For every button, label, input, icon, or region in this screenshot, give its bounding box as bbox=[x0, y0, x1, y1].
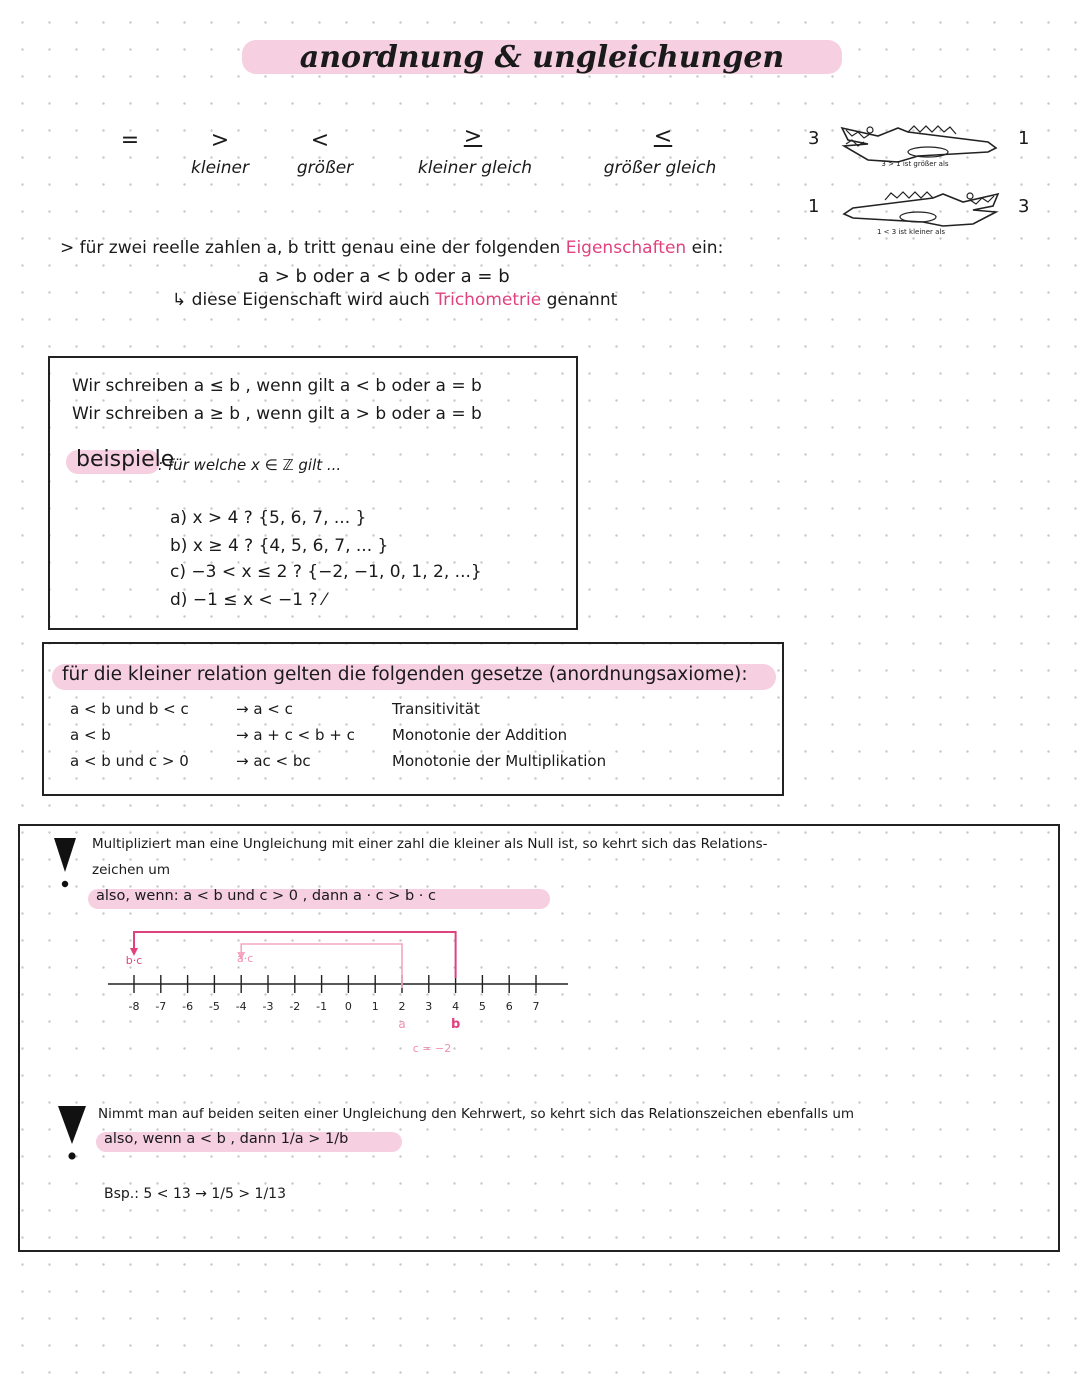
number-line-tick-label: -6 bbox=[182, 1000, 194, 1013]
number-line-tick-label: 6 bbox=[505, 1000, 513, 1013]
example-c: c) −3 < x ≤ 2 ? {−2, −1, 0, 1, 2, ...} bbox=[170, 562, 482, 582]
example-a: a) x > 4 ? {5, 6, 7, ... } bbox=[170, 508, 367, 528]
intro-line-3 bbox=[172, 290, 617, 310]
croc-bottom-left-number: 1 bbox=[808, 196, 820, 217]
definition-ge: Wir schreiben a ≥ b , wenn gilt a > b oder a = b bbox=[72, 404, 482, 424]
crocodile-top-illustration bbox=[838, 118, 1003, 180]
label-a: a bbox=[398, 1017, 406, 1031]
axiom-3-result: → ac < bc bbox=[236, 752, 311, 770]
beispiele-question: : für welche x ∈ ℤ gilt ... bbox=[158, 456, 342, 474]
axiom-3-name: Monotonie der Multiplikation bbox=[392, 752, 607, 770]
symbol-equals: = bbox=[120, 128, 140, 153]
intro-keyword-eigenschaften: Eigenschaften bbox=[565, 238, 687, 258]
note-1-highlight-text: also, wenn: a < b und c > 0 , dann a · c > b · c bbox=[96, 888, 436, 904]
example-b: b) x ≥ 4 ? {4, 5, 6, 7, ... } bbox=[170, 536, 389, 556]
number-line-tick-label: -2 bbox=[289, 1000, 301, 1013]
axiom-1-name: Transitivität bbox=[392, 700, 480, 718]
axiom-2-premise: a < b bbox=[70, 726, 111, 744]
axiom-2-name: Monotonie der Addition bbox=[392, 726, 568, 744]
note-2-highlight-text: also, wenn a < b , dann 1/a > 1/b bbox=[104, 1131, 349, 1147]
axiom-2-result: → a + c < b + c bbox=[236, 726, 355, 744]
number-line-tick-label: 2 bbox=[398, 1000, 406, 1013]
warning-icon-2 bbox=[56, 1104, 88, 1162]
number-line-tick-label: -7 bbox=[155, 1000, 167, 1013]
croc-bottom-right-number: 3 bbox=[1018, 196, 1030, 217]
warning-icon-1 bbox=[52, 836, 78, 890]
number-line bbox=[100, 922, 580, 1062]
axiom-3-premise: a < b und c > 0 bbox=[70, 752, 189, 770]
number-line-tick-label: 0 bbox=[344, 1000, 352, 1013]
number-line-tick-label: 4 bbox=[452, 1000, 460, 1013]
label-b: b bbox=[450, 1017, 461, 1032]
croc-top-right-number: 1 bbox=[1018, 128, 1030, 149]
note-2-example: Bsp.: 5 < 13 → 1/5 > 1/13 bbox=[104, 1186, 286, 1202]
intro-line-3-end: genannt bbox=[541, 290, 618, 310]
label-bc: b·c bbox=[125, 954, 143, 967]
note-1-line-1: Multipliziert man eine Ungleichung mit einer zahl die kleiner als Null ist, so kehrt sich das Relations- bbox=[92, 836, 768, 852]
croc-top-caption: 3 > 1 ist größer als bbox=[881, 160, 949, 168]
number-line-tick-label: 5 bbox=[478, 1000, 486, 1013]
label-c: c = −2 bbox=[412, 1042, 452, 1055]
crocodile-bottom-illustration bbox=[838, 184, 1003, 234]
number-line-tick-label: 3 bbox=[425, 1000, 433, 1013]
intro-line-1-end: ein: bbox=[686, 238, 724, 258]
example-d: d) −1 ≤ x < −1 ? ⁄ bbox=[170, 590, 326, 610]
symbol-label-kleiner-gleich: kleiner gleich bbox=[417, 158, 533, 178]
symbol-less: < bbox=[310, 128, 330, 153]
beispiele-heading: beispiele bbox=[76, 447, 175, 472]
number-line-tick-label: -8 bbox=[128, 1000, 140, 1013]
number-line-tick-label: 7 bbox=[532, 1000, 540, 1013]
number-line-tick-label: -1 bbox=[316, 1000, 328, 1013]
note-2-line-1: Nimmt man auf beiden seiten einer Ungleichung den Kehrwert, so kehrt sich das Relationszeichen ebenfalls um bbox=[98, 1106, 855, 1122]
croc-bottom-caption: 1 < 3 ist kleiner als bbox=[877, 228, 945, 236]
axioms-heading: für die kleiner relation gelten die folgenden gesetze (anordnungsaxiome): bbox=[62, 664, 748, 685]
note-1-line-2: zeichen um bbox=[92, 862, 170, 878]
intro-line-3-text: ↳ diese Eigenschaft wird auch bbox=[172, 290, 436, 310]
number-line-tick-label: 1 bbox=[371, 1000, 379, 1013]
definitions-box bbox=[48, 356, 578, 630]
definition-le: Wir schreiben a ≤ b , wenn gilt a < b oder a = b bbox=[72, 376, 482, 396]
page-title: anordnung & ungleichungen bbox=[299, 40, 785, 75]
number-line-tick-label: -4 bbox=[235, 1000, 247, 1013]
bracket-b-to-bc bbox=[134, 932, 456, 978]
intro-keyword-trichometrie: Trichometrie bbox=[435, 290, 542, 310]
symbol-less-equal: < bbox=[653, 124, 673, 149]
symbol-greater-equal: > bbox=[463, 124, 483, 149]
label-ac: a·c bbox=[237, 952, 254, 965]
number-line-tick-label: -5 bbox=[208, 1000, 220, 1013]
intro-line-1 bbox=[60, 238, 723, 258]
axiom-1-result: → a < c bbox=[236, 700, 293, 718]
intro-line-1-text: > für zwei reelle zahlen a, b tritt genau eine der folgenden bbox=[60, 238, 566, 258]
symbol-label-groesser-gleich: größer gleich bbox=[603, 158, 717, 178]
symbol-label-kleiner: kleiner bbox=[191, 158, 249, 178]
axiom-1-premise: a < b und b < c bbox=[70, 700, 189, 718]
symbol-label-groesser: größer bbox=[296, 158, 354, 178]
number-line-tick-label: -3 bbox=[262, 1000, 274, 1013]
intro-line-2: a > b oder a < b oder a = b bbox=[258, 266, 510, 287]
symbol-greater: > bbox=[210, 128, 230, 153]
croc-top-left-number: 3 bbox=[808, 128, 820, 149]
